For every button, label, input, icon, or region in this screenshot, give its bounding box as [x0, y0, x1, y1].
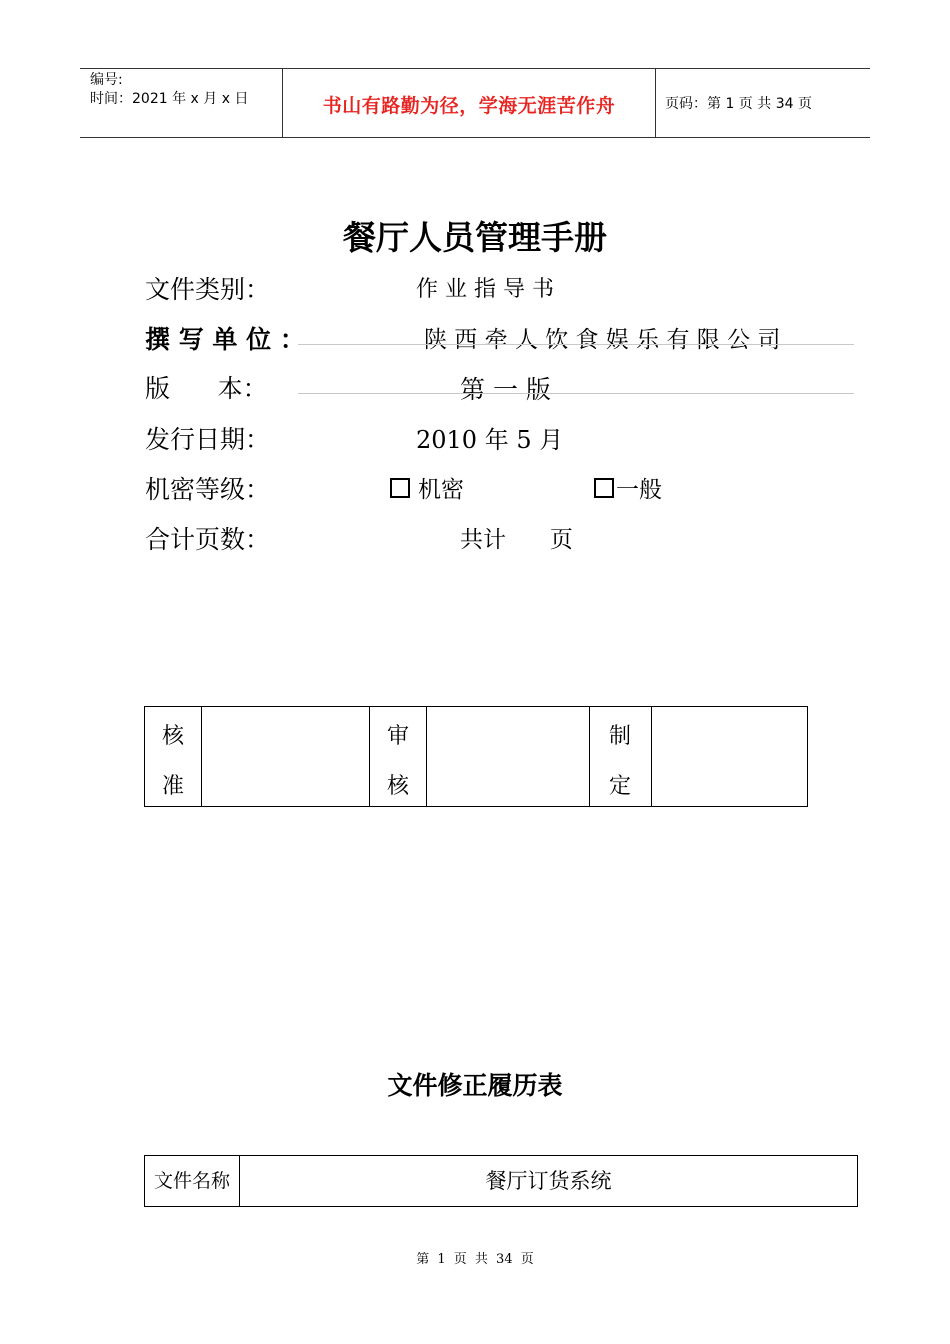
secret-level-label: 机密等级： — [145, 475, 271, 504]
header-motto: 书山有路勤为径，学海无涯苦作舟 — [322, 95, 616, 117]
header-meta-cell — [80, 69, 282, 137]
secret-option-general[interactable] — [594, 471, 662, 504]
page-header — [80, 68, 870, 138]
checkbox-general[interactable] — [594, 478, 614, 498]
issue-date-value: 2010 年 5 月 — [416, 426, 564, 454]
review-char-1: 审 — [386, 724, 409, 749]
approval-divider — [426, 707, 427, 806]
author-value: 陕 西 牵 人 饮 食 娱 乐 有 限 公 司 — [424, 327, 781, 353]
header-page-cell — [656, 69, 870, 137]
total-pages-label: 合计页数： — [145, 525, 271, 554]
version-value: 第 一 版 — [460, 375, 551, 404]
review-char-2: 核 — [386, 774, 409, 799]
total-pages-value: 共计 页 — [460, 527, 573, 553]
approval-divider — [589, 707, 590, 806]
secret-option-confidential-label: 机密 — [418, 477, 464, 503]
approval-divider — [201, 707, 202, 806]
secret-option-confidential[interactable] — [390, 471, 464, 504]
issue-date-label: 发行日期： — [145, 425, 271, 454]
page-footer: 第 1 页 共 34 页 — [416, 1252, 534, 1267]
draft-char-2: 定 — [608, 774, 631, 799]
secret-option-general-label: 一般 — [616, 477, 662, 503]
document-title: 餐厅人员管理手册 — [343, 218, 607, 257]
author-underline — [298, 344, 854, 345]
author-label: 撰 写 单 位 ： — [145, 325, 305, 354]
header-page-info: 页码：第 1 页 共 34 页 — [665, 96, 812, 112]
revision-table — [144, 1155, 858, 1207]
category-label: 文件类别： — [145, 275, 271, 304]
checkbox-confidential[interactable] — [390, 478, 410, 498]
approval-divider — [651, 707, 652, 806]
version-label: 版 本： — [145, 374, 268, 403]
revision-history-title: 文件修正履历表 — [387, 1071, 563, 1100]
file-name-label: 文件名称 — [145, 1156, 240, 1206]
approve-char-1: 核 — [161, 724, 184, 749]
date-label: 时间：2021 年 x 月 x 日 — [90, 91, 249, 107]
approve-char-2: 准 — [161, 774, 184, 799]
file-name-value: 餐厅订货系统 — [485, 1169, 612, 1193]
category-value: 作 业 指 导 书 — [416, 277, 554, 302]
draft-char-1: 制 — [608, 724, 631, 749]
header-motto-cell — [282, 69, 656, 137]
approval-table — [144, 706, 808, 807]
number-label: 编号: — [90, 72, 123, 88]
version-underline — [298, 393, 854, 394]
